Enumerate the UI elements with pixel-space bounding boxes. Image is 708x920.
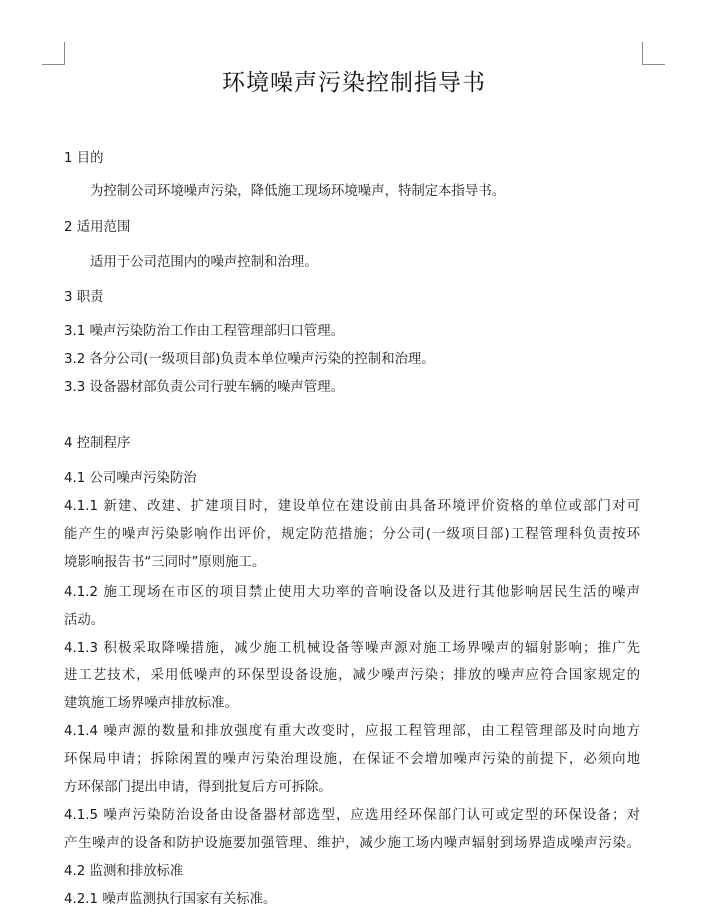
section-heading: 1 目的 [64,151,104,166]
paragraph-line: 产生噪声的设备和防护设施要加强管理、维护，减少施工场内噪声辐射到场界造成噪声污染。 [64,836,640,851]
paragraph-line: 4.1.1 新建、改建、扩建项目时，建设单位在建设前由具备环境评价资格的单位或部门对可 [64,499,640,514]
paragraph-line: 建筑施工场界噪声排放标准。 [64,696,239,711]
paragraph-line: 3.3 设备器材部负责公司行驶车辆的噪声管理。 [64,380,344,395]
paragraph-line: 4.1.4 噪声源的数量和排放强度有重大改变时，应报工程管理部，由工程管理部及时向地方 [64,724,640,739]
paragraph-line: 境影响报告书“三同时”原则施工。 [64,555,266,570]
paragraph-line: 环保局申请；拆除闲置的噪声污染治理设施，在保证不会增加噪声污染的前提下，必须向地 [64,752,640,767]
paragraph-line: 4.1.5 噪声污染防治设备由设备器材部选型，应选用经环保部门认可或定型的环保设备；对 [64,808,640,823]
section-heading: 3 职责 [64,290,104,305]
section-heading: 2 适用范围 [64,220,131,235]
paragraph-line: 3.2 各分公司(一级项目部)负责本单位噪声污染的控制和治理。 [64,352,435,367]
paragraph-line: 3.1 噪声污染防治工作由工程管理部归口管理。 [64,324,344,339]
document-title: 环境噪声污染控制指导书 [222,70,486,96]
paragraph-line: 进工艺技术，采用低噪声的环保型设备设施，减少噪声污染；排放的噪声应符合国家规定的 [64,668,640,683]
top-left-corner-mark [42,42,65,65]
paragraph-line: 4.1.2 施工现场在市区的项目禁止使用大功率的音响设备以及进行其他影响居民生活的噪声 [64,585,640,600]
paragraph-line: 为控制公司环境噪声污染，降低施工现场环境噪声，特制定本指导书。 [90,184,506,199]
paragraph-line: 适用于公司范围内的噪声控制和治理。 [90,255,318,270]
paragraph-line: 4.1.3 积极采取降噪措施，减少施工机械设备等噪声源对施工场界噪声的辐射影响；推广先 [64,641,640,656]
top-right-corner-mark [642,42,665,65]
paragraph-line: 活动。 [64,613,105,628]
subsection-heading: 4.1 公司噪声污染防治 [64,471,197,486]
paragraph-line: 能产生的噪声污染影响作出评价，规定防范措施；分公司(一级项目部)工程管理科负责按环 [64,527,640,542]
subsection-heading: 4.2 监测和排放标准 [64,864,184,879]
paragraph-line: 方环保部门提出申请，得到批复后方可拆除。 [64,780,332,795]
section-heading: 4 控制程序 [64,436,131,451]
paragraph-line: 4.2.1 噪声监测执行国家有关标准。 [64,892,277,907]
